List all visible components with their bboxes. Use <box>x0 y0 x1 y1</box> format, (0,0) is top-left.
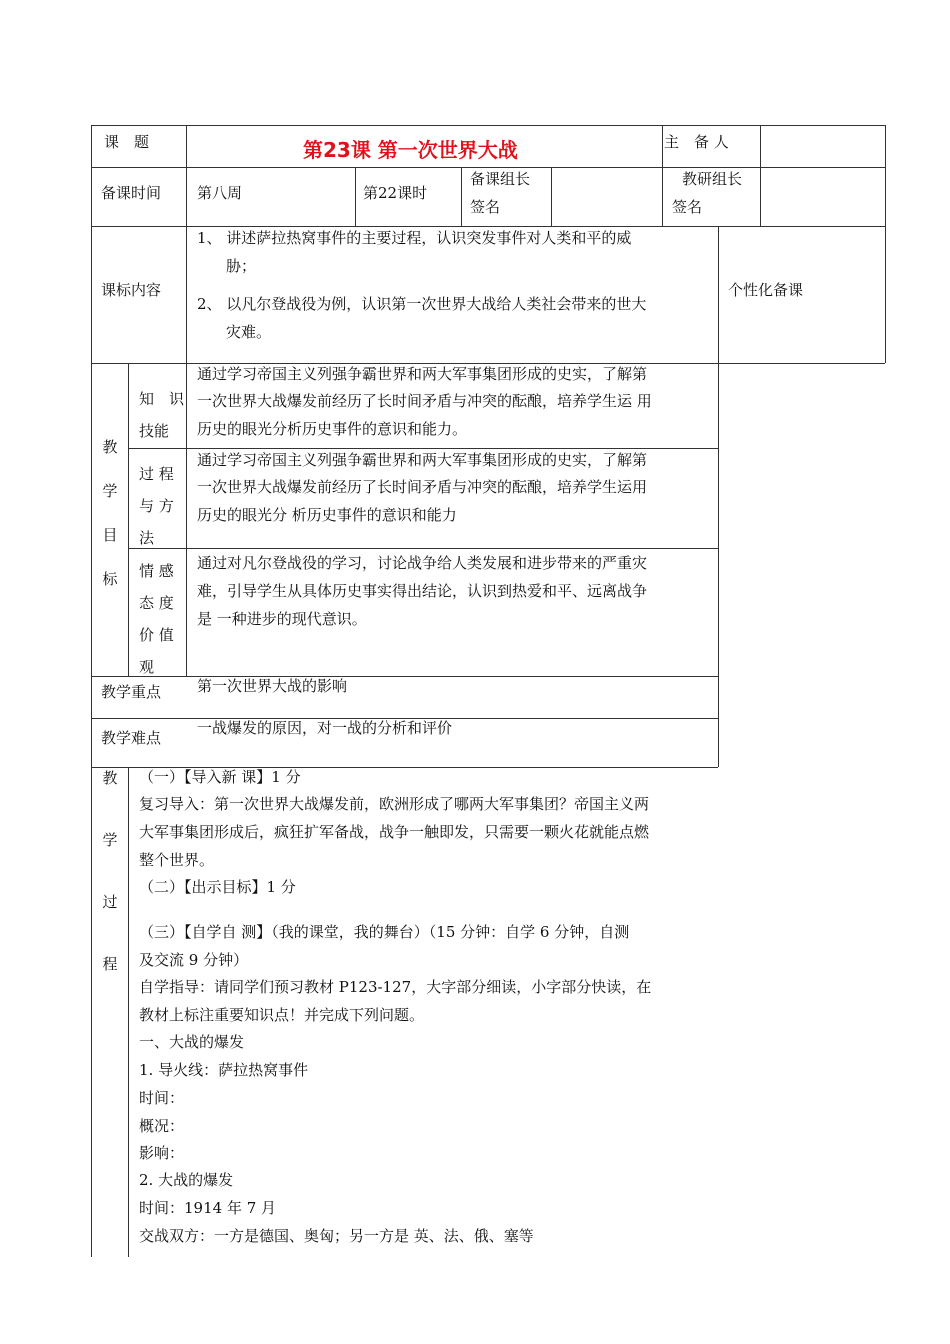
knowledge-text: 通过学习帝国主义列强争霸世界和两大军事集团形成的史实，了解第 <box>197 365 648 383</box>
lesson-label: 课 题 <box>104 133 150 151</box>
process-line: 时间：1914 年 7 月 <box>139 1199 277 1217</box>
preparer-label: 主 备 人 <box>664 133 729 151</box>
process-line: （一）【导入新 课】1 分 <box>139 768 301 786</box>
standards-label: 课标内容 <box>101 281 162 299</box>
process-line: 影响： <box>139 1144 185 1162</box>
table-line <box>662 125 663 226</box>
process-method-label: 法 <box>139 529 155 547</box>
emotion-label: 情 感 <box>139 562 174 580</box>
process-line: 大军事集团形成后，疯狂扩军备战，战争一触即发，只需要一颗火花就能点燃 <box>139 823 650 841</box>
key-point-text: 第一次世界大战的影响 <box>197 677 348 695</box>
table-line <box>128 448 718 449</box>
process-line: 2. 大战的爆发 <box>139 1171 234 1189</box>
process-line: 1. 导火线：萨拉热窝事件 <box>139 1061 309 1079</box>
process-line: 交战双方：一方是德国、奥匈；另一方是 英、法、俄、塞等 <box>139 1227 534 1245</box>
process-line: 及交流 9 分钟） <box>139 951 249 969</box>
emotion-label: 态 度 <box>139 594 174 612</box>
emotion-label: 观 <box>139 658 155 676</box>
research-sign-label: 教研组长 <box>682 170 743 188</box>
table-line <box>186 125 187 363</box>
table-line <box>91 125 885 126</box>
table-line <box>128 767 129 1257</box>
knowledge-text: 一次世界大战爆发前经历了长时间矛盾与冲突的酝酿，培养学生运 用 <box>197 392 652 410</box>
table-line <box>91 125 92 1257</box>
process-method-label: 与 方 <box>139 497 174 515</box>
process-line: （二）【出示目标】1 分 <box>139 878 296 896</box>
knowledge-text: 历史的眼光分析历史事件的意识和能力。 <box>197 420 468 438</box>
process-line: 整个世界。 <box>139 851 215 869</box>
knowledge-label: 技能 <box>139 422 170 440</box>
emotion-text: 通过对凡尔登战役的学习，讨论战争给人类发展和进步带来的严重灾 <box>197 554 648 572</box>
emotion-text: 是 一种进步的现代意识。 <box>197 610 367 628</box>
process-method-text: 一次世界大战爆发前经历了长时间矛盾与冲突的酝酿，培养学生运用 <box>197 478 648 496</box>
key-point-label: 教学重点 <box>101 683 162 701</box>
standards-item: 1、 讲述萨拉热窝事件的主要过程，认识突发事件对人类和平的威 <box>197 229 632 247</box>
standards-item: 胁； <box>226 257 257 275</box>
process-line: 教材上标注重要知识点！并完成下列问题。 <box>139 1006 425 1024</box>
process-method-label: 过 程 <box>139 465 174 483</box>
research-sign-label: 签名 <box>672 198 703 216</box>
knowledge-label: 知 识 <box>139 390 185 408</box>
table-line <box>91 676 718 677</box>
table-line <box>461 167 462 226</box>
emotion-label: 价 值 <box>139 626 174 644</box>
week-value: 第八周 <box>197 184 243 202</box>
table-line <box>718 226 719 767</box>
personalized-label: 个性化备课 <box>728 281 804 299</box>
leader-sign-label: 备课组长 <box>470 170 531 188</box>
table-line <box>760 125 761 226</box>
process-line: 复习导入：第一次世界大战爆发前，欧洲形成了哪两大军事集团？帝国主义两 <box>139 795 650 813</box>
standards-item: 2、 以凡尔登战役为例，认识第一次世界大战给人类社会带来的世大 <box>197 295 647 313</box>
table-line <box>186 363 187 676</box>
table-line <box>128 548 718 549</box>
teaching-process-label: 教 学 过 程 <box>102 769 118 973</box>
table-line <box>91 167 885 168</box>
process-line: 一、大战的爆发 <box>139 1033 245 1051</box>
difficulty-label: 教学难点 <box>101 729 162 747</box>
table-line <box>128 363 129 676</box>
process-line: 概况： <box>139 1117 185 1135</box>
table-line <box>551 167 552 226</box>
table-line <box>91 226 885 227</box>
table-line <box>885 125 886 363</box>
lesson-title: 第23课 第一次世界大战 <box>303 138 518 162</box>
period-value: 第22课时 <box>363 184 428 202</box>
leader-sign-label: 签名 <box>470 198 501 216</box>
emotion-text: 难，引导学生从具体历史事实得出结论，认识到热爱和平、远离战争 <box>197 582 648 600</box>
process-line: （三）【自学自 测】（我的课堂，我的舞台）（15 分钟：自学 6 分钟，自测 <box>139 923 630 941</box>
time-label: 备课时间 <box>101 184 162 202</box>
standards-item: 灾难。 <box>226 323 272 341</box>
difficulty-text: 一战爆发的原因，对一战的分析和评价 <box>197 719 453 737</box>
process-line: 时间： <box>139 1089 185 1107</box>
process-method-text: 历史的眼光分 析历史事件的意识和能力 <box>197 506 457 524</box>
process-line: 自学指导：请同学们预习教材 P123-127，大字部分细读，小字部分快读，在 <box>139 978 652 996</box>
table-line <box>355 167 356 226</box>
process-method-text: 通过学习帝国主义列强争霸世界和两大军事集团形成的史实，了解第 <box>197 451 648 469</box>
objectives-label: 教 学 目 标 <box>102 438 118 588</box>
